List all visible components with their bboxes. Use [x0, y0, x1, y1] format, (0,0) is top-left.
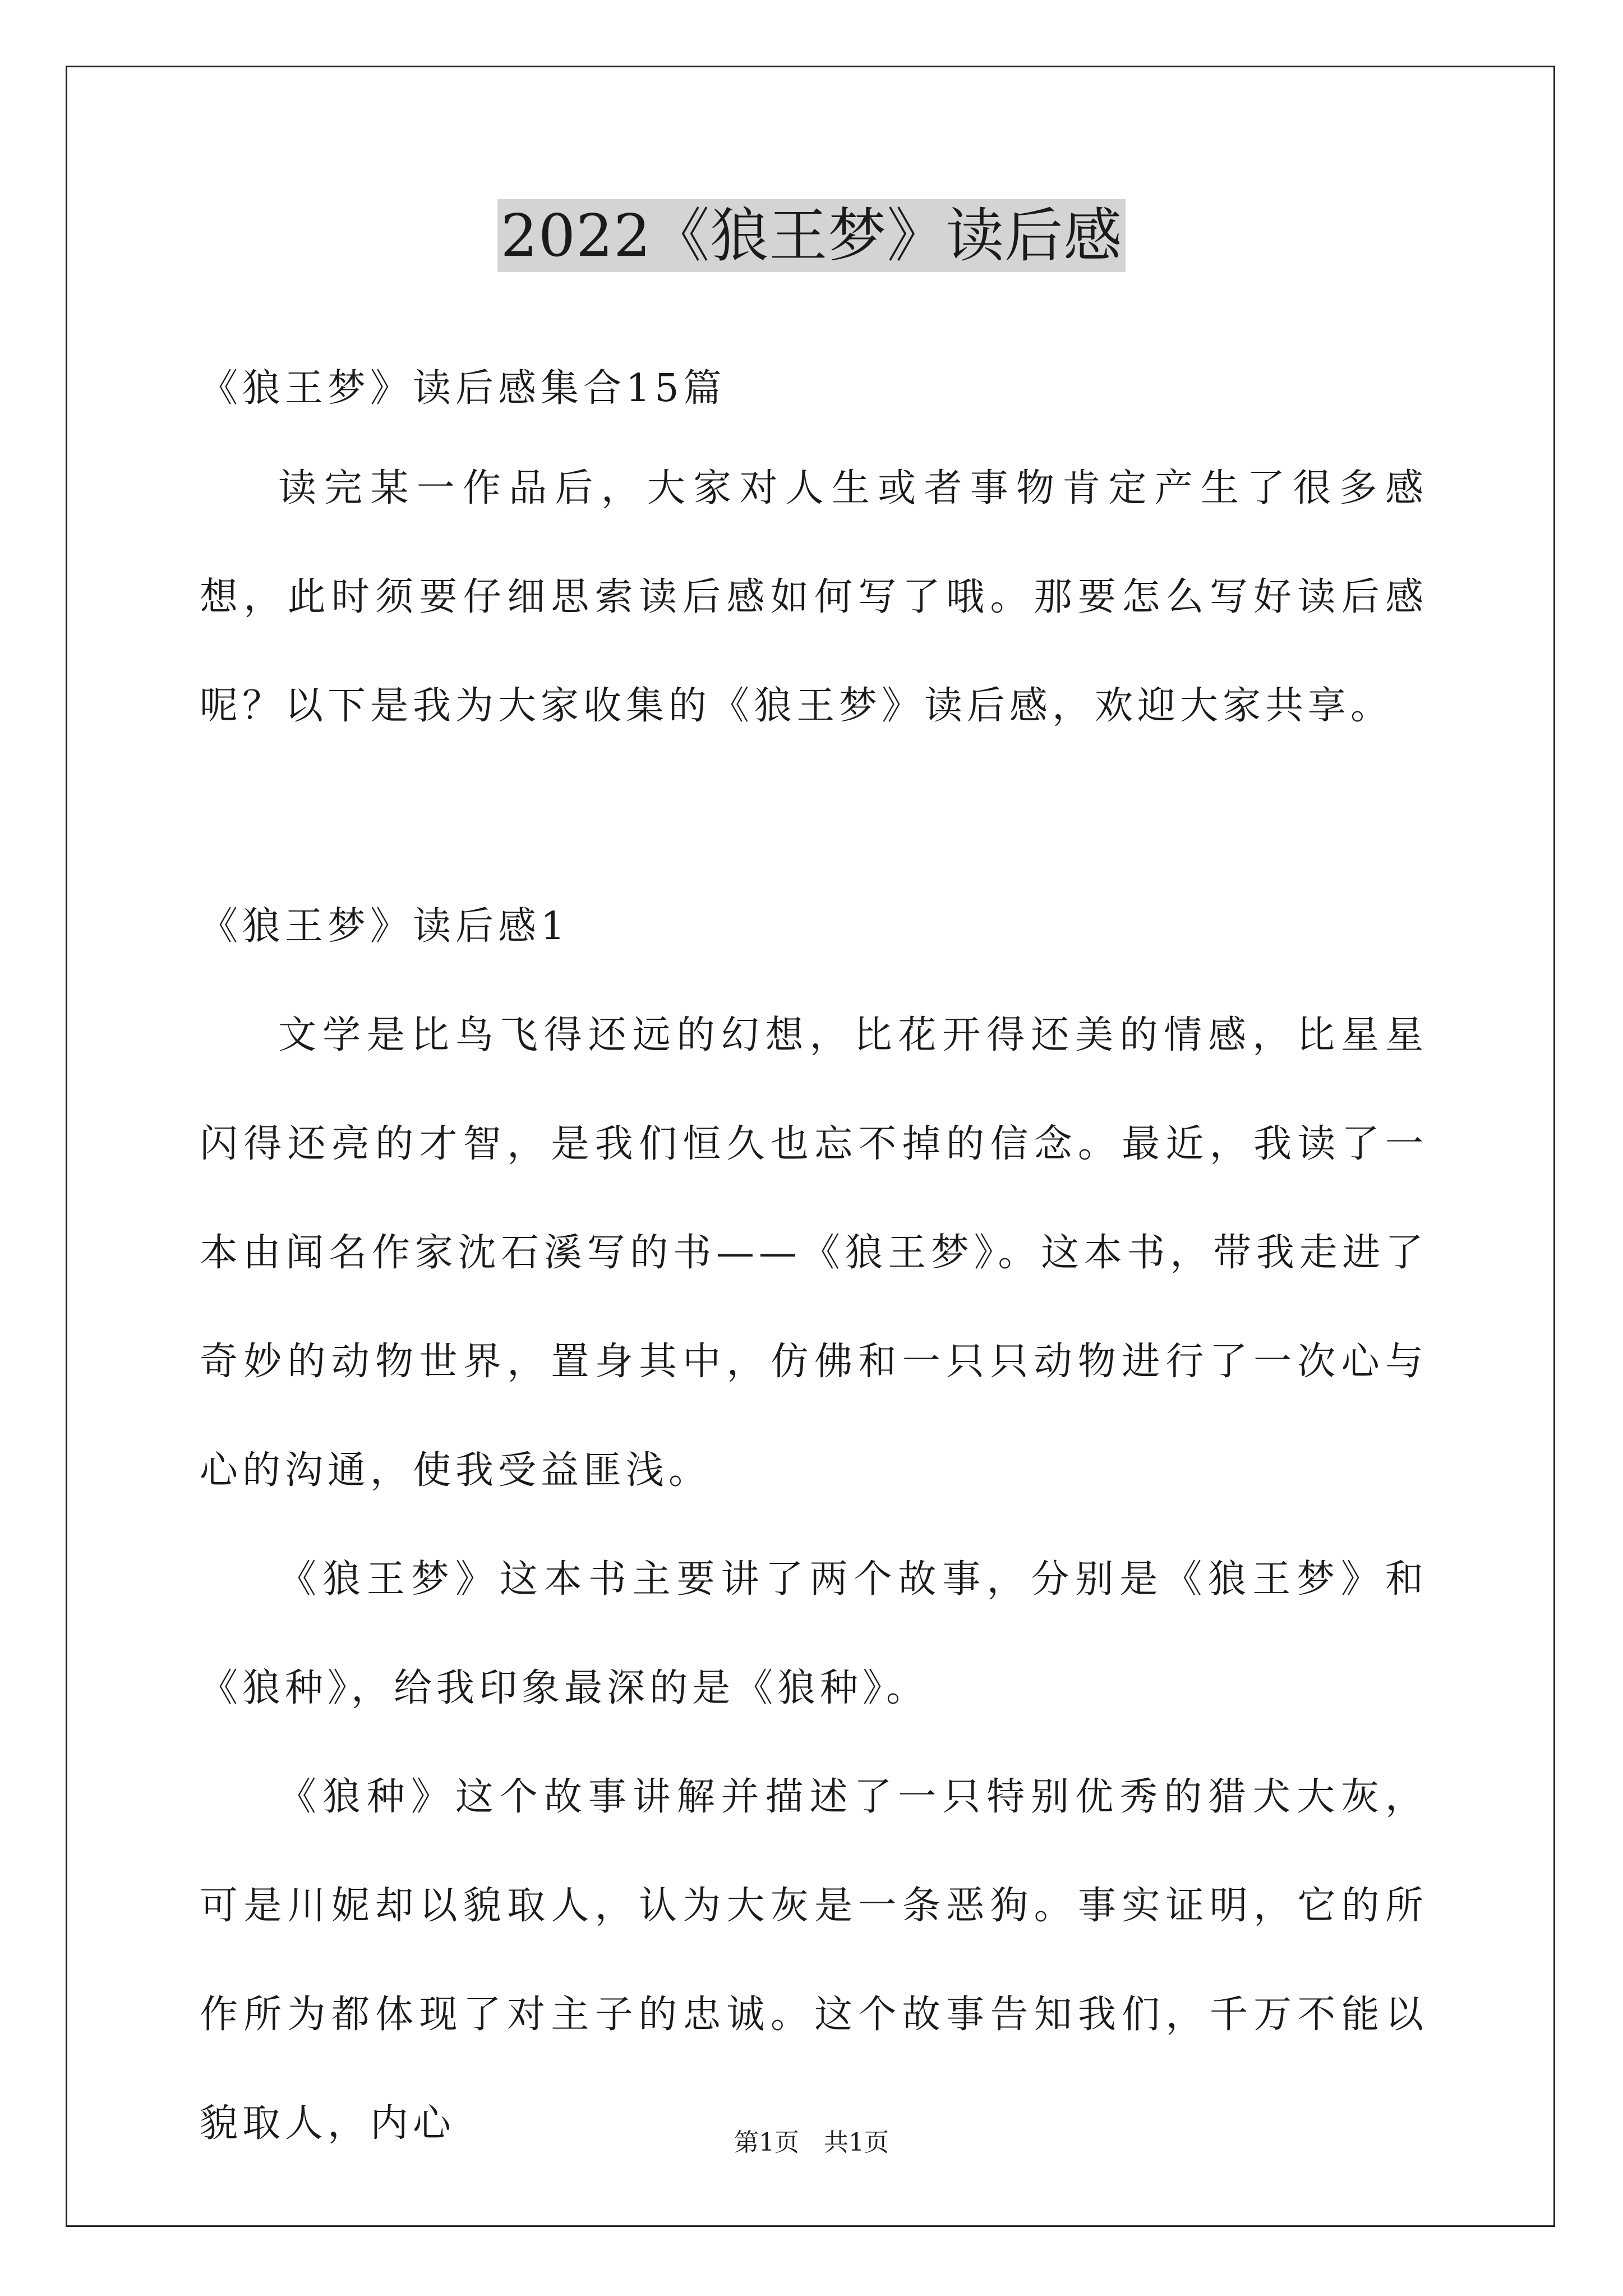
- intro-paragraph: 读完某一作品后，大家对人生或者事物肯定产生了很多感想，此时须要仔细思索读后感如何写了哦。那要怎么写好读后感呢？以下是我为大家收集的《狼王梦》读后感，欢迎大家共享。: [200, 466, 1428, 728]
- body-paragraph: 《狼种》这个故事讲解并描述了一只特别优秀的猎犬大灰，可是川妮却以貌取人，认为大灰是一条恶狗。事实证明，它的所作所为都体现了对主子的忠诚。这个故事告知我们，千万不能以貌取人，内心: [200, 1775, 1428, 2146]
- document-subtitle: 《狼王梦》读后感集合15篇: [200, 366, 726, 411]
- body-paragraph: 《狼王梦》这本书主要讲了两个故事，分别是《狼王梦》和《狼种》，给我印象最深的是《狼种》。: [200, 1557, 1428, 1710]
- page-footer: 第1页 共1页: [734, 2128, 889, 2157]
- subtitle-block: [200, 334, 1428, 443]
- section-block: [200, 872, 1428, 2178]
- section-heading: 《狼王梦》读后感1: [200, 904, 570, 949]
- document-title: 2022《狼王梦》读后感: [497, 199, 1126, 272]
- intro-block: [200, 434, 1428, 761]
- title-container: [0, 199, 1623, 272]
- body-paragraph: 文学是比鸟飞得还远的幻想，比花开得还美的情感，比星星闪得还亮的才智，是我们恒久也忘不掉的信念。最近，我读了一本由闻名作家沈石溪写的书——《狼王梦》。这本书，带我走进了奇妙的动物世界，置身其中，仿佛和一只只动物进行了一次心与心的沟通，使我受益匪浅。: [200, 1013, 1428, 1493]
